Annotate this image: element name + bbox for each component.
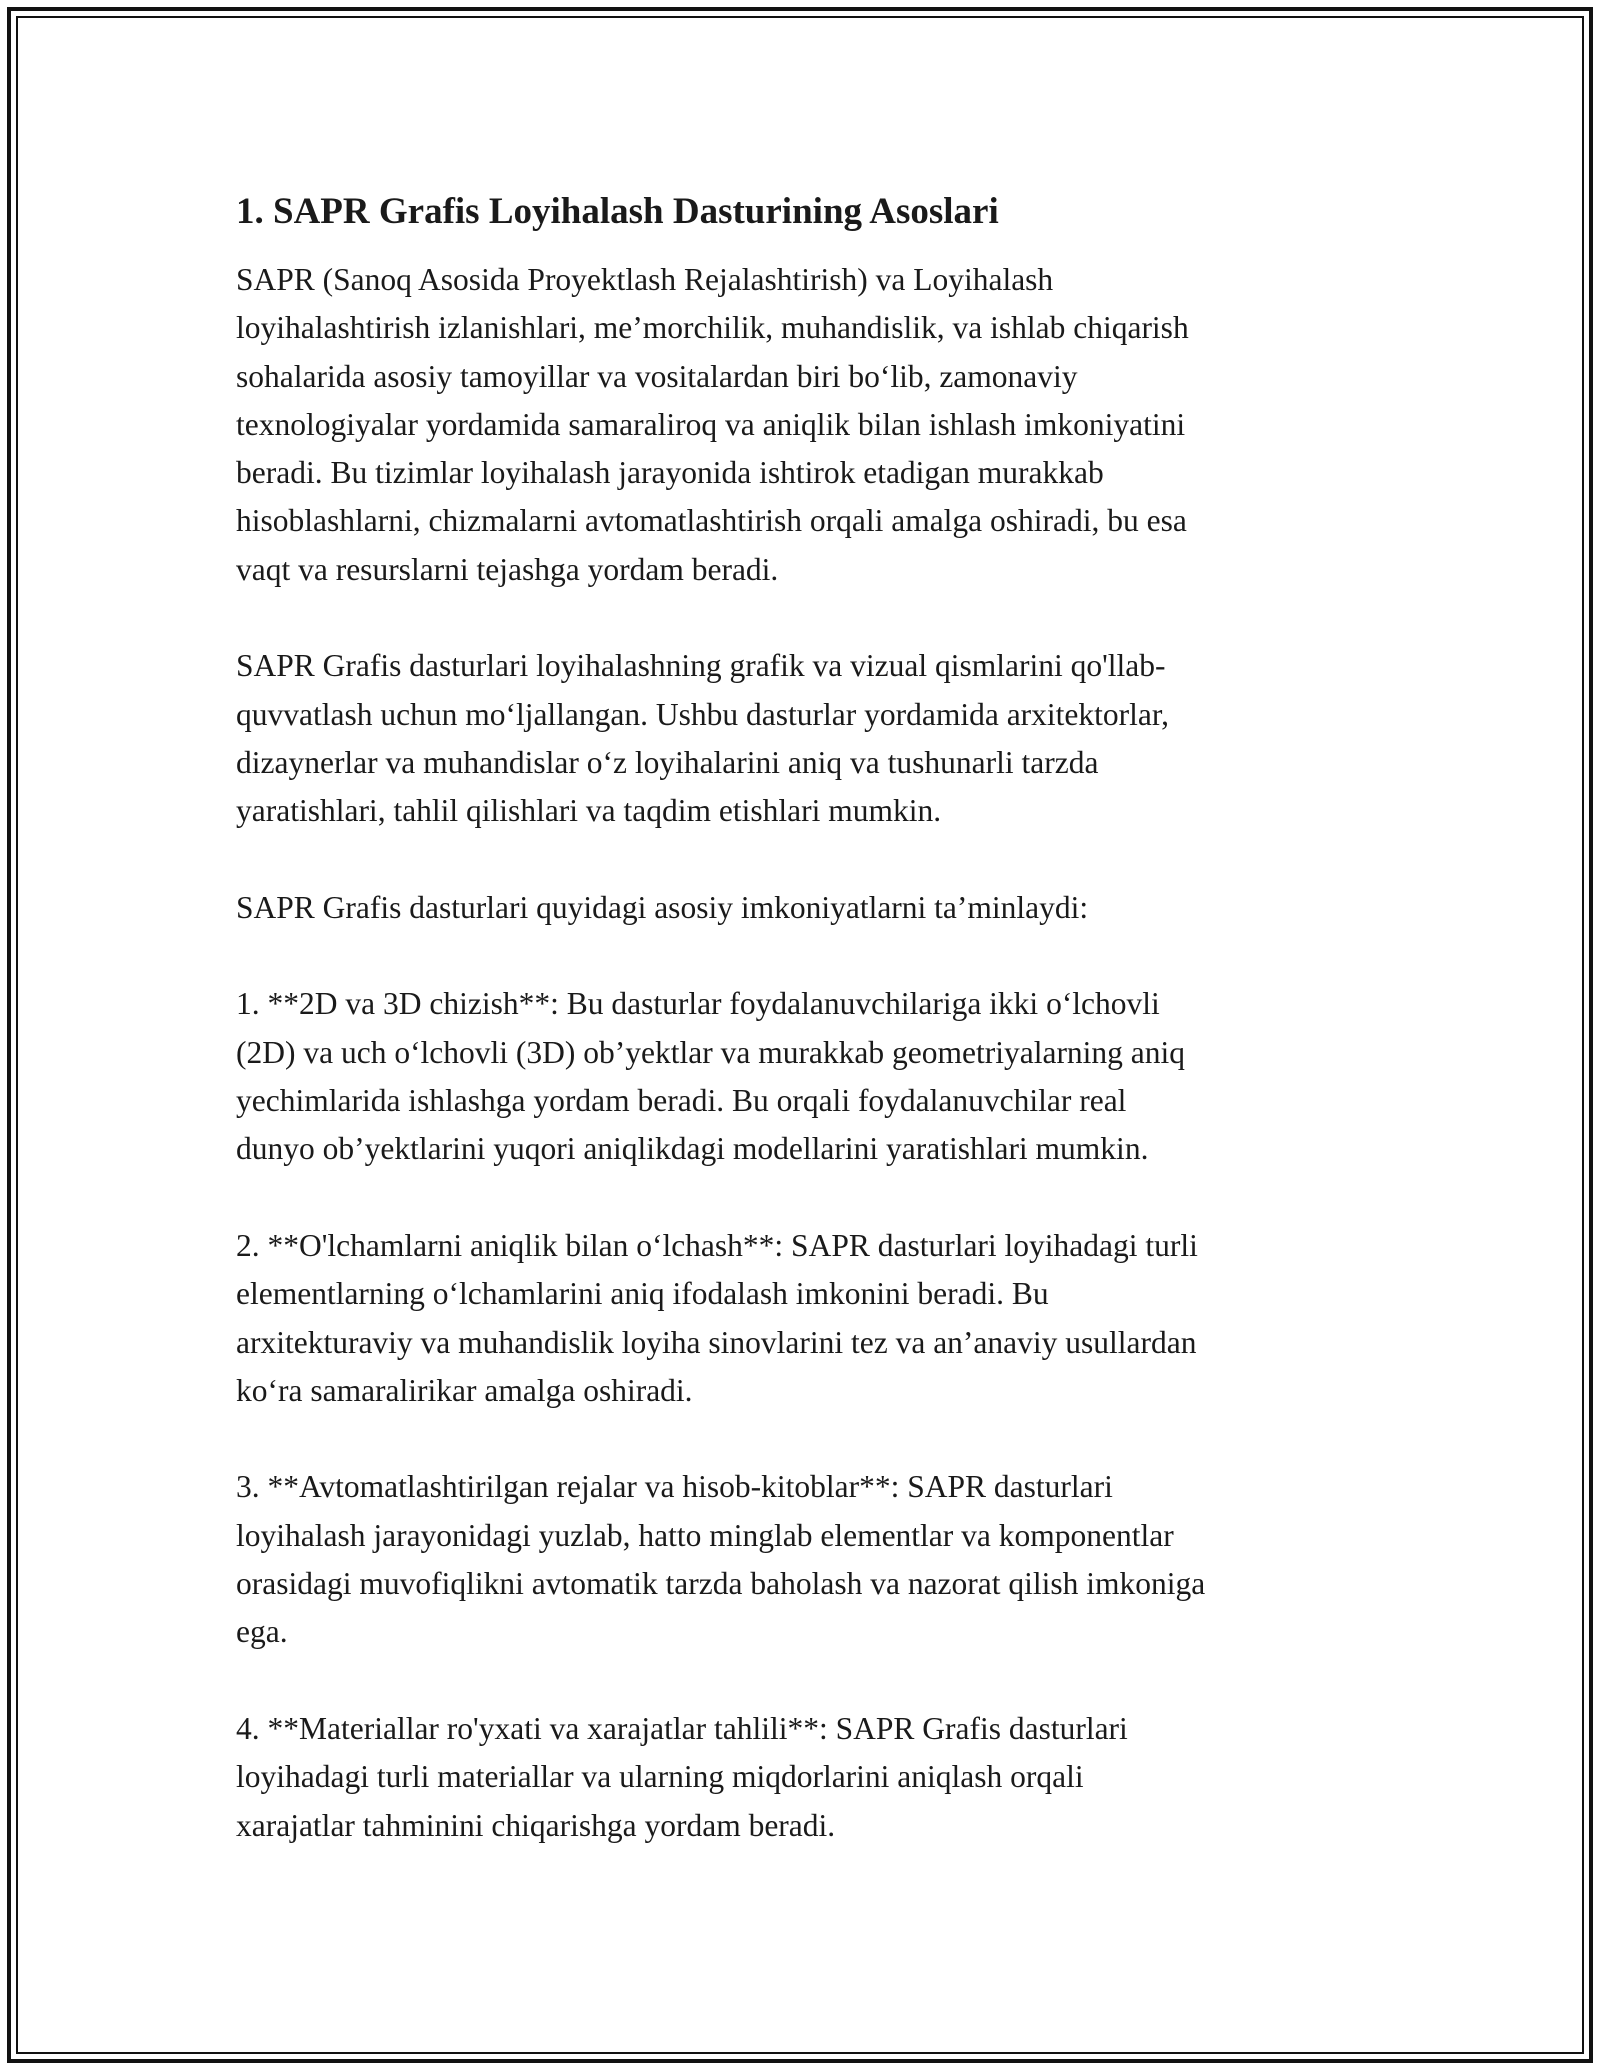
text-line: elementlarning o‘lchamlarini aniq ifodalash imkonini beradi. Bu: [236, 1276, 1049, 1312]
text-line: loyihalashtirish izlanishlari, me’morchilik, muhandislik, va ishlab chiqarish: [236, 310, 1189, 346]
text-line: quvvatlash uchun mo‘ljallangan. Ushbu dasturlar yordamida arxitektorlar,: [236, 696, 1169, 732]
text-line: hisoblashlarni, chizmalarni avtomatlashtirish orqali amalga oshiradi, bu esa: [236, 503, 1187, 539]
text-line: dunyo ob’yektlarini yuqori aniqlikdagi modellarini yaratishlari mumkin.: [236, 1131, 1149, 1167]
text-line: loyihadagi turli materiallar va ularning miqdorlarini aniqlash orqali: [236, 1759, 1084, 1795]
text-line: 2. **O'lchamlarni aniqlik bilan o‘lchash**: SAPR dasturlari loyihadagi turli: [236, 1227, 1198, 1263]
text-line: orasidagi muvofiqlikni avtomatik tarzda baholash va nazorat qilish imkoniga: [236, 1566, 1206, 1602]
text-line: yaratishlari, tahlil qilishlari va taqdim etishlari mumkin.: [236, 793, 942, 829]
text-line: SAPR (Sanoq Asosida Proyektlash Rejalashtirish) va Loyihalash: [236, 262, 1054, 297]
text-line: sohalarida asosiy tamoyillar va vositalardan biri bo‘lib, zamonaviy: [236, 358, 1078, 394]
text-line: 1. **2D va 3D chizish**: Bu dasturlar foydalanuvchilariga ikki o‘lchovli: [236, 986, 1160, 1022]
text-line: beradi. Bu tizimlar loyihalash jarayonida ishtirok etadigan murakkab: [236, 455, 1104, 491]
list-item-4: [236, 1705, 1376, 1850]
text-line: arxitekturaviy va muhandislik loyiha sinovlarini tez va an’anaviy usullardan: [236, 1324, 1197, 1360]
text-line: (2D) va uch o‘lchovli (3D) ob’yektlar va murakkab geometriyalarning aniq: [236, 1034, 1186, 1070]
text-line: SAPR Grafis dasturlari loyihalashning grafik va vizual qismlarini qo'llab-: [236, 648, 1166, 684]
list-item-1: [236, 980, 1376, 1173]
text-line: texnologiyalar yordamida samaraliroq va aniqlik bilan ishlash imkoniyatini: [236, 406, 1186, 442]
text-line: ega.: [236, 1614, 288, 1650]
text-line: SAPR Grafis dasturlari quyidagi asosiy imkoniyatlarni ta’minlaydi:: [236, 889, 1089, 925]
paragraph-intro: [236, 256, 1376, 594]
paragraph-capabilities-intro: [236, 884, 1376, 932]
paragraph-grafis: [236, 642, 1376, 835]
text-line: 3. **Avtomatlashtirilgan rejalar va hisob-kitoblar**: SAPR dasturlari: [236, 1469, 1113, 1505]
text-line: dizaynerlar va muhandislar o‘z loyihalarini aniq va tushunarli tarzda: [236, 744, 1099, 780]
list-item-2: [236, 1222, 1376, 1415]
text-line: 4. **Materiallar ro'yxati va xarajatlar tahlili**: SAPR Grafis dasturlari: [236, 1710, 1128, 1746]
text-line: yechimlarida ishlashga yordam beradi. Bu orqali foydalanuvchilar real: [236, 1083, 1127, 1119]
page-title: 1. SAPR Grafis Loyihalash Dasturining Asoslari: [236, 191, 999, 232]
text-line: xarajatlar tahminini chiqarishga yordam beradi.: [236, 1807, 836, 1843]
text-line: loyihalash jarayonidagi yuzlab, hatto minglab elementlar va komponentlar: [236, 1517, 1174, 1553]
list-item-3: [236, 1463, 1376, 1656]
text-line: ko‘ra samaralirikar amalga oshiradi.: [236, 1372, 693, 1408]
document-body: [236, 186, 1376, 1898]
text-line: vaqt va resurslarni tejashga yordam beradi.: [236, 551, 779, 587]
